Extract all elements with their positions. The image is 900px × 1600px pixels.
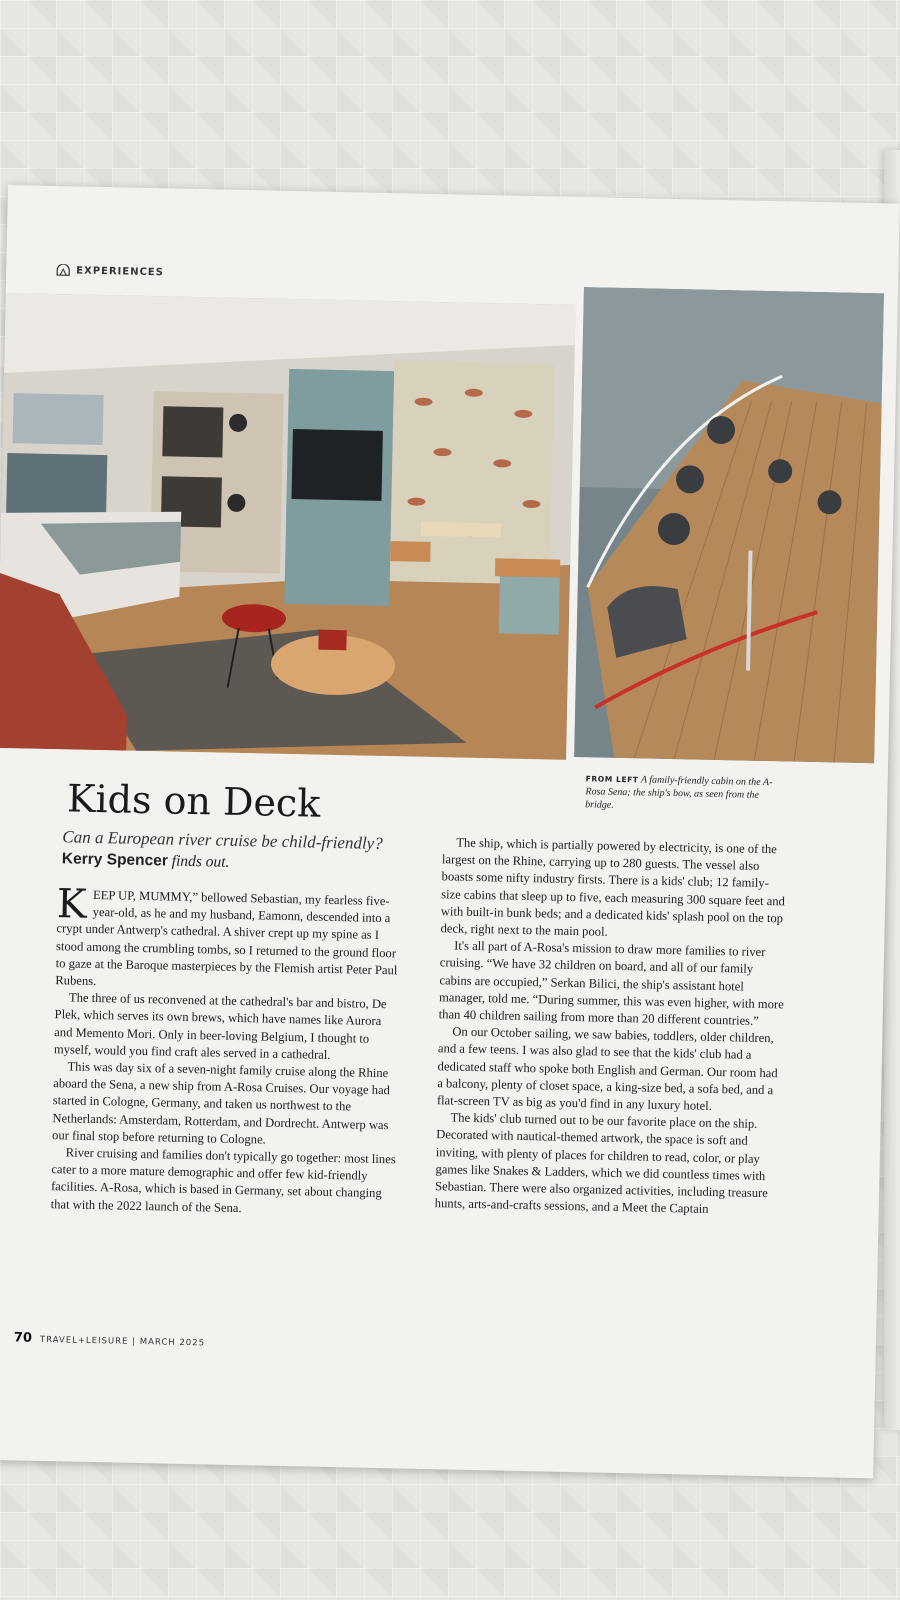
page-number: 70 — [13, 1330, 33, 1346]
page-folio — [14, 1330, 206, 1349]
dropcap: K — [56, 881, 88, 928]
author-name: Kerry Spencer — [61, 850, 169, 870]
bow-photo — [574, 287, 884, 763]
magazine-page — [0, 185, 900, 1478]
article-title: Kids on Deck — [66, 776, 321, 826]
publication-line: TRAVEL+LEISURE | MARCH 2025 — [39, 1334, 206, 1349]
caption-text: A family-friendly cabin on the A-Rosa Sena; the ship's bow, as seen from the bridge. — [585, 774, 773, 811]
paragraph: On our October sailing, we saw babies, toddlers, older children, and a few teens. I was also glad to see that the kids' club had a dedicated staff who spoke both English and German. Our room had a balcony, plenty of closet space, a king-size bed, a sofa bed, and a flat-screen TV as big as you'd find in any luxury hotel. — [436, 1024, 778, 1113]
section-tag — [56, 264, 164, 278]
paragraph: KEEP UP, MUMMY,” bellowed Sebastian, my fearless five-year-old, as he and my husband, Eamonn, descended into a crypt under Antwerp's cathedral. A shiver crept up my spine as I stood among the crumbling tombs, so I returned to the ground floor to gaze at the Baroque masterpieces by the Flemish artist Peter Paul Rubens. — [55, 881, 398, 989]
left-column — [50, 881, 402, 1220]
section-label: EXPERIENCES — [76, 264, 165, 278]
globe-icon — [56, 264, 70, 276]
byline — [62, 850, 230, 872]
paragraph: River cruising and families don't typically go together: most lines cater to a more mature demographic and offer few kid-friendly facilities. A-Rosa, which is based in Germany, set about changing that with the 2022 launch of the Sena. — [50, 1145, 396, 1215]
byline-suffix: finds out. — [171, 852, 230, 871]
photo-caption — [585, 772, 786, 815]
caption-lead: FROM LEFT — [585, 774, 639, 785]
paragraph: The kids' club turned out to be our favorite place on the ship. Decorated with nautical-themed artwork, the space is soft and inviting, with plenty of places for children to read, color, or play games like Snakes & Ladders, which we did countless times with Sebastian. There were also organized activities, including treasure hunts, arts-and-crafts sessions, and a Meet the Captain — [434, 1110, 769, 1217]
paragraph: The ship, which is partially powered by electricity, is one of the largest on the Rhine, carrying up to 280 guests. The vessel also boasts some nifty industry firsts. There is a kids' club; 12 family-size cabins that sleep up to five, each measuring 300 square feet and with built-in bunk beds; and a dedicated kids' splash pool on the top deck, right next to the main pool. — [440, 835, 786, 939]
right-column — [435, 834, 788, 1220]
paragraph: It's all part of A-Rosa's mission to draw more families to river cruising. “We have 32 children on board, and all of our family cabins are occupied,” Serkan Bilici, the ship's assistant hotel manager, told me. “During summer, this was even higher, with more than 40 children sailing from more than 20 different countries.” — [438, 938, 784, 1028]
article-dek: Can a European river cruise be child-friendly? — [62, 827, 383, 853]
paragraph: This was day six of a seven-night family cruise along the Rhine aboard the Sena, a new ship from A-Rosa Cruises. Our voyage had started in Cologne, Germany, and taken us northwest to the Netherlands: Amsterdam, Rotterdam, and Dordrecht. Antwerp was our final stop before returning to Cologne. — [51, 1059, 391, 1147]
paragraph: The three of us reconvened at the cathedral's bar and bistro, De Plek, which serves its own brews, which have names like Aurora and Memento Mori. Only in beer-loving Belgium, I thought to myself, would you find craft ales served in a cathedral. — [53, 990, 387, 1062]
cabin-photo — [0, 293, 576, 760]
